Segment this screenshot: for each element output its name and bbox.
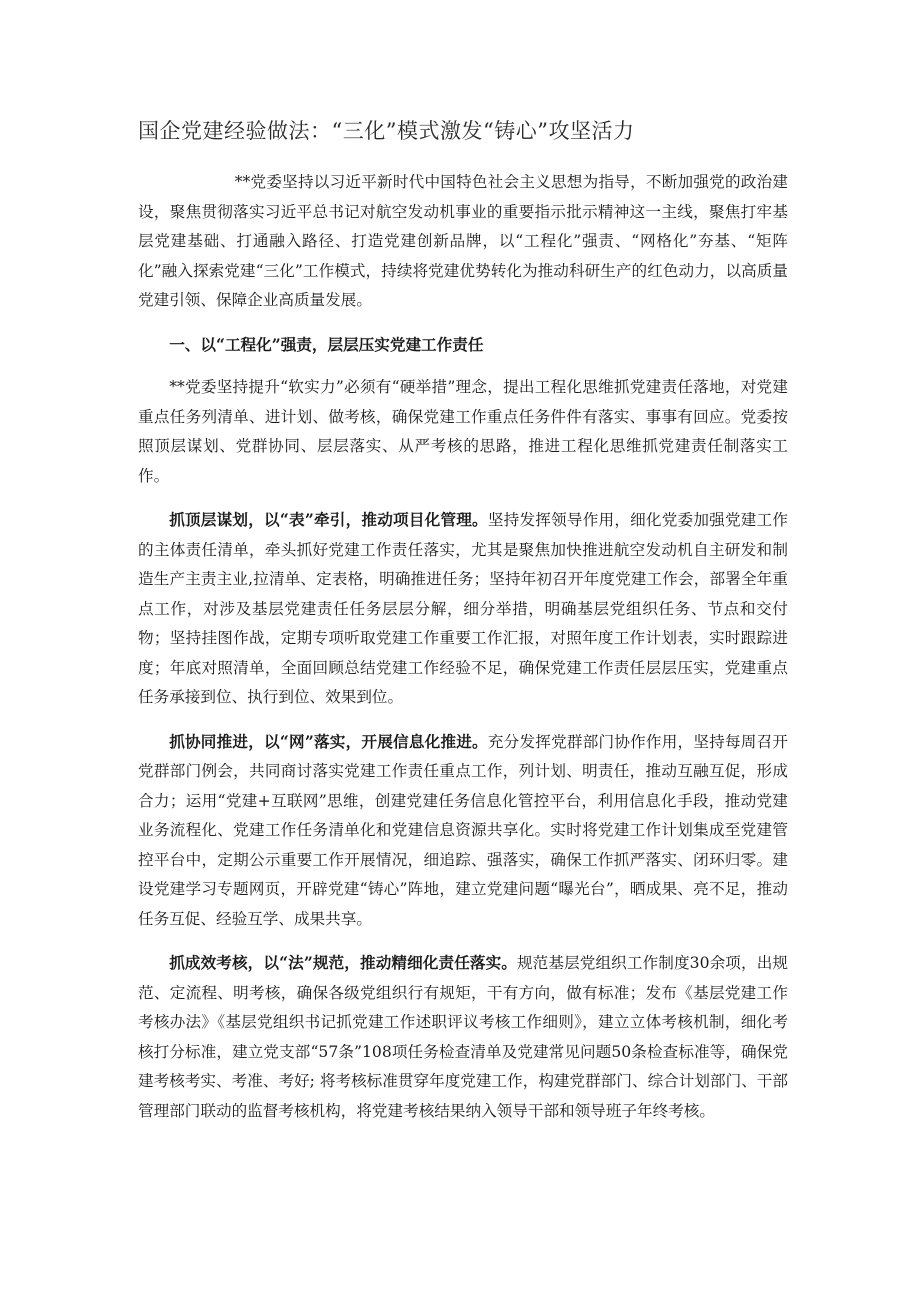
section-1-heading: 一、以“工程化”强责，层层压实党建工作责任 — [169, 334, 484, 354]
item-text: 坚持发挥领导作用，细化党委加强党建工作的主体责任清单，牵头抓好党建工作责任落实，尤其是聚焦加快推进航空发动机自主研发和制造生产主责主业,拉清单、定表格，明确推进任务；坚持年初召开年度党建工作会，部署全年重点工作，对涉及基层党建责任任务层层分解，细分举措，明确基层党组织任务、节点和交付物；坚持挂图作战，定期专项听取党建工作重要工作汇报，对照年度工作计划表，实时跟踪进度；年底对照清单，全面回顾总结党建工作经验不足，确保党建工作责任层层压实，党建重点任务承接到位、执行到位、效果到位。 — [138, 511, 788, 706]
item-lead: 抓成效考核，以“法”规范，推动精细化责任落实。 — [169, 953, 517, 972]
item-lead: 抓顶层谋划，以“表”牵引，推动项目化管理。 — [169, 510, 488, 529]
section-1-item-3 — [138, 948, 788, 1126]
item-text: 充分发挥党群部门协作作用，坚持每周召开党群部门例会，共同商讨落实党建工作责任重点工作，列计划、明责任，推动互融互促，形成合力；运用“党建+互联网”思维，创建党建任务信息化管控平台，利用信息化手段，推动党建业务流程化、党建工作任务清单化和党建信息资源共享化。实时将党建工作计划集成至党建管控平台中，定期公示重要工作开展情况，细追踪、强落实，确保工作抓严落实、闭环归零。建设党建学习专题网页，开辟党建“铸心”阵地，建立党建问题“曝光台”，晒成果、亮不足，推动任务互促、经验互学、成果共享。 — [138, 732, 788, 928]
intro-paragraph: **党委坚持以习近平新时代中国特色社会主义思想为指导，不断加强党的政治建设，聚焦贯彻落实习近平总书记对航空发动机事业的重要指示批示精神这一主线，聚焦打牢基层党建基础、打通融入路径、打造党建创新品牌，以“工程化”强责、“网格化”夯基、“矩阵化”融入探索党建“三化”工作模式，持续将党建优势转化为推动科研生产的红色动力，以高质量党建引领、保障企业高质量发展。 — [138, 173, 788, 309]
document-title: 国企党建经验做法：“三化”模式激发“铸心”攻坚活力 — [138, 119, 635, 143]
section-1-summary: **党委坚持提升“软实力”必须有“硬举措”理念，提出工程化思维抓党建责任落地，对党建重点任务列清单、进计划、做考核，确保党建工作重点任务件件有落实、事事有回应。党委按照顶层谋划、党群协同、层层落实、从严考核的思路，推进工程化思维抓党建责任制落实工作。 — [138, 378, 788, 485]
item-lead: 抓协同推进，以“网”落实，开展信息化推进。 — [169, 731, 488, 751]
section-1-item-2 — [138, 727, 788, 935]
section-1-item-1 — [138, 505, 788, 713]
item-text: 规范基层党组织工作制度30余项，出规范、定流程、明考核，确保各级党组织行有规矩，干有方向，做有标准；发布《基层党建工作考核办法》《基层党组织书记抓党建工作述职评议考核工作细则》，建立立体考核机制，细化考核打分标准，建立党支部“57条”108项任务检查清单及党建常见问题50条检查标准等，确保党建考核考实、考准、考好; 将考核标准贯穿年度党建工作，构建党群部门、综合计划部门、干部管理部门联动的监督考核机构，将党建考核结果纳入领导干部和领导班子年终考核。 — [138, 954, 788, 1120]
document-body — [138, 168, 788, 1140]
